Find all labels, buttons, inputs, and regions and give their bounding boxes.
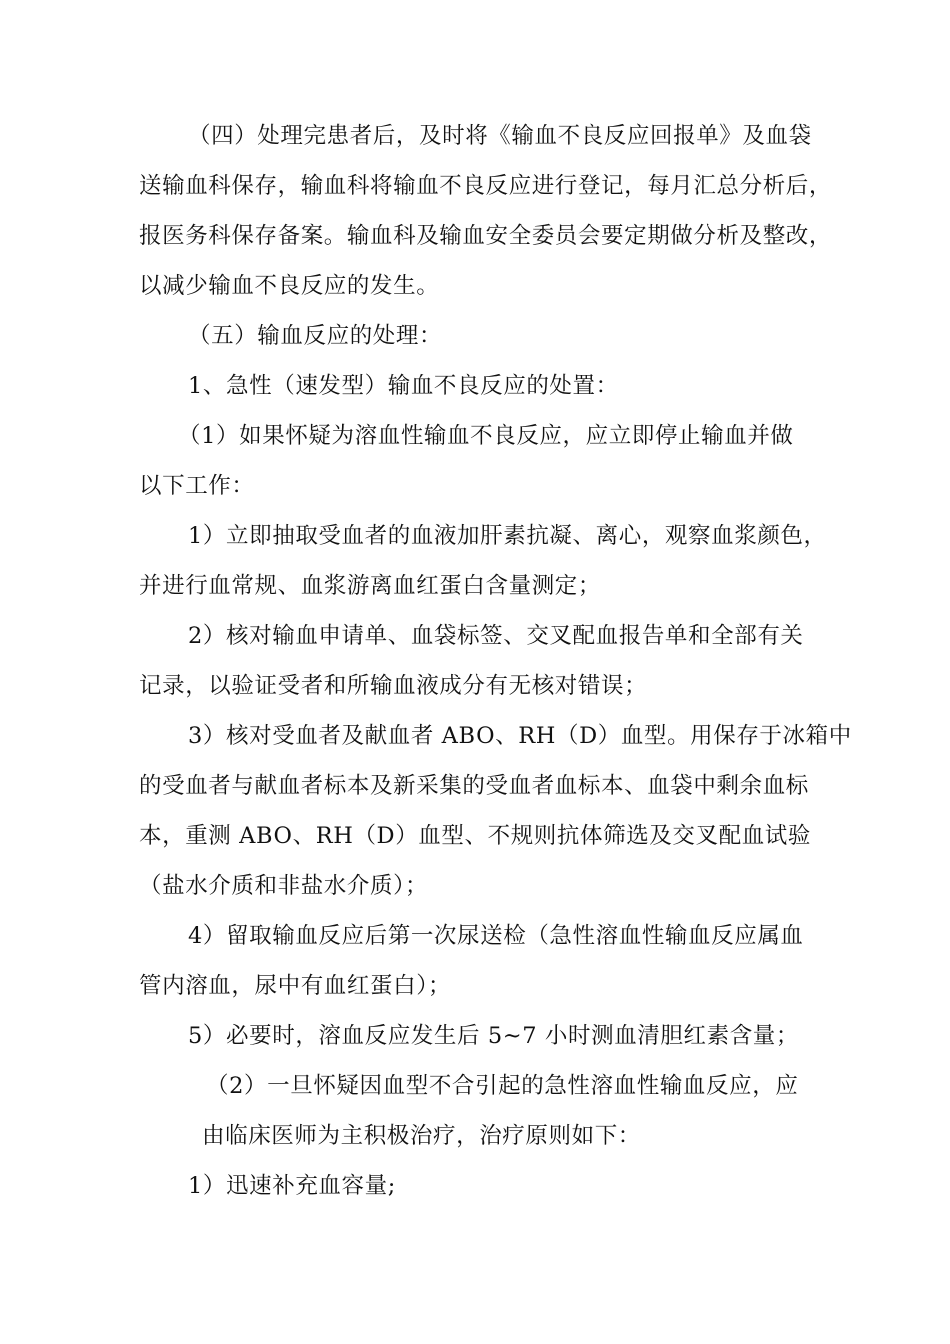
paragraph-line: 2）核对输血申请单、血袋标签、交叉配血报告单和全部有关 xyxy=(188,623,804,649)
paragraph-line: 本，重测 ABO、RH（D）血型、不规则抗体筛选及交叉配血试验 xyxy=(139,823,812,849)
paragraph-line: （2）一旦怀疑因血型不合引起的急性溶血性输血反应，应 xyxy=(206,1073,799,1099)
paragraph-line: 并进行血常规、血浆游离血红蛋白含量测定； xyxy=(139,573,602,599)
paragraph-line: 的受血者与献血者标本及新采集的受血者血标本、血袋中剩余血标 xyxy=(139,773,809,799)
paragraph-line: 报医务科保存备案。输血科及输血安全委员会要定期做分析及整改， xyxy=(139,223,833,249)
paragraph-line: （1）如果怀疑为溶血性输血不良反应，应立即停止输血并做 xyxy=(178,423,794,449)
subsection-heading: 1、急性（速发型）输血不良反应的处置： xyxy=(188,373,619,399)
paragraph-line: 记录，以验证受者和所输血液成分有无核对错误； xyxy=(139,673,648,699)
paragraph-line: 以下工作： xyxy=(139,473,255,499)
paragraph-line: 1）迅速补充血容量; xyxy=(188,1173,396,1199)
section-heading: （五）输血反应的处理： xyxy=(188,323,443,349)
paragraph-line: 4）留取输血反应后第一次尿送检（急性溶血性输血反应属血 xyxy=(188,923,804,949)
paragraph-line: 3）核对受血者及献血者 ABO、RH（D）血型。用保存于冰箱中 xyxy=(188,723,852,749)
paragraph-line: 送输血科保存，输血科将输血不良反应进行登记，每月汇总分析后， xyxy=(139,173,833,199)
paragraph-line: 1）立即抽取受血者的血液加肝素抗凝、离心，观察血浆颜色， xyxy=(188,523,827,549)
paragraph-line: 管内溶血，尿中有血红蛋白）； xyxy=(139,973,452,999)
paragraph-line: 由临床医师为主积极治疗，治疗原则如下： xyxy=(202,1123,641,1149)
paragraph-line: （四）处理完患者后，及时将《输血不良反应回报单》及血袋 xyxy=(188,123,812,149)
paragraph-line: （盐水介质和非盐水介质）； xyxy=(139,873,429,899)
paragraph-line: 5）必要时，溶血反应发生后 5~7 小时测血清胆红素含量； xyxy=(188,1023,800,1049)
paragraph-line: 以减少输血不良反应的发生。 xyxy=(139,273,440,299)
